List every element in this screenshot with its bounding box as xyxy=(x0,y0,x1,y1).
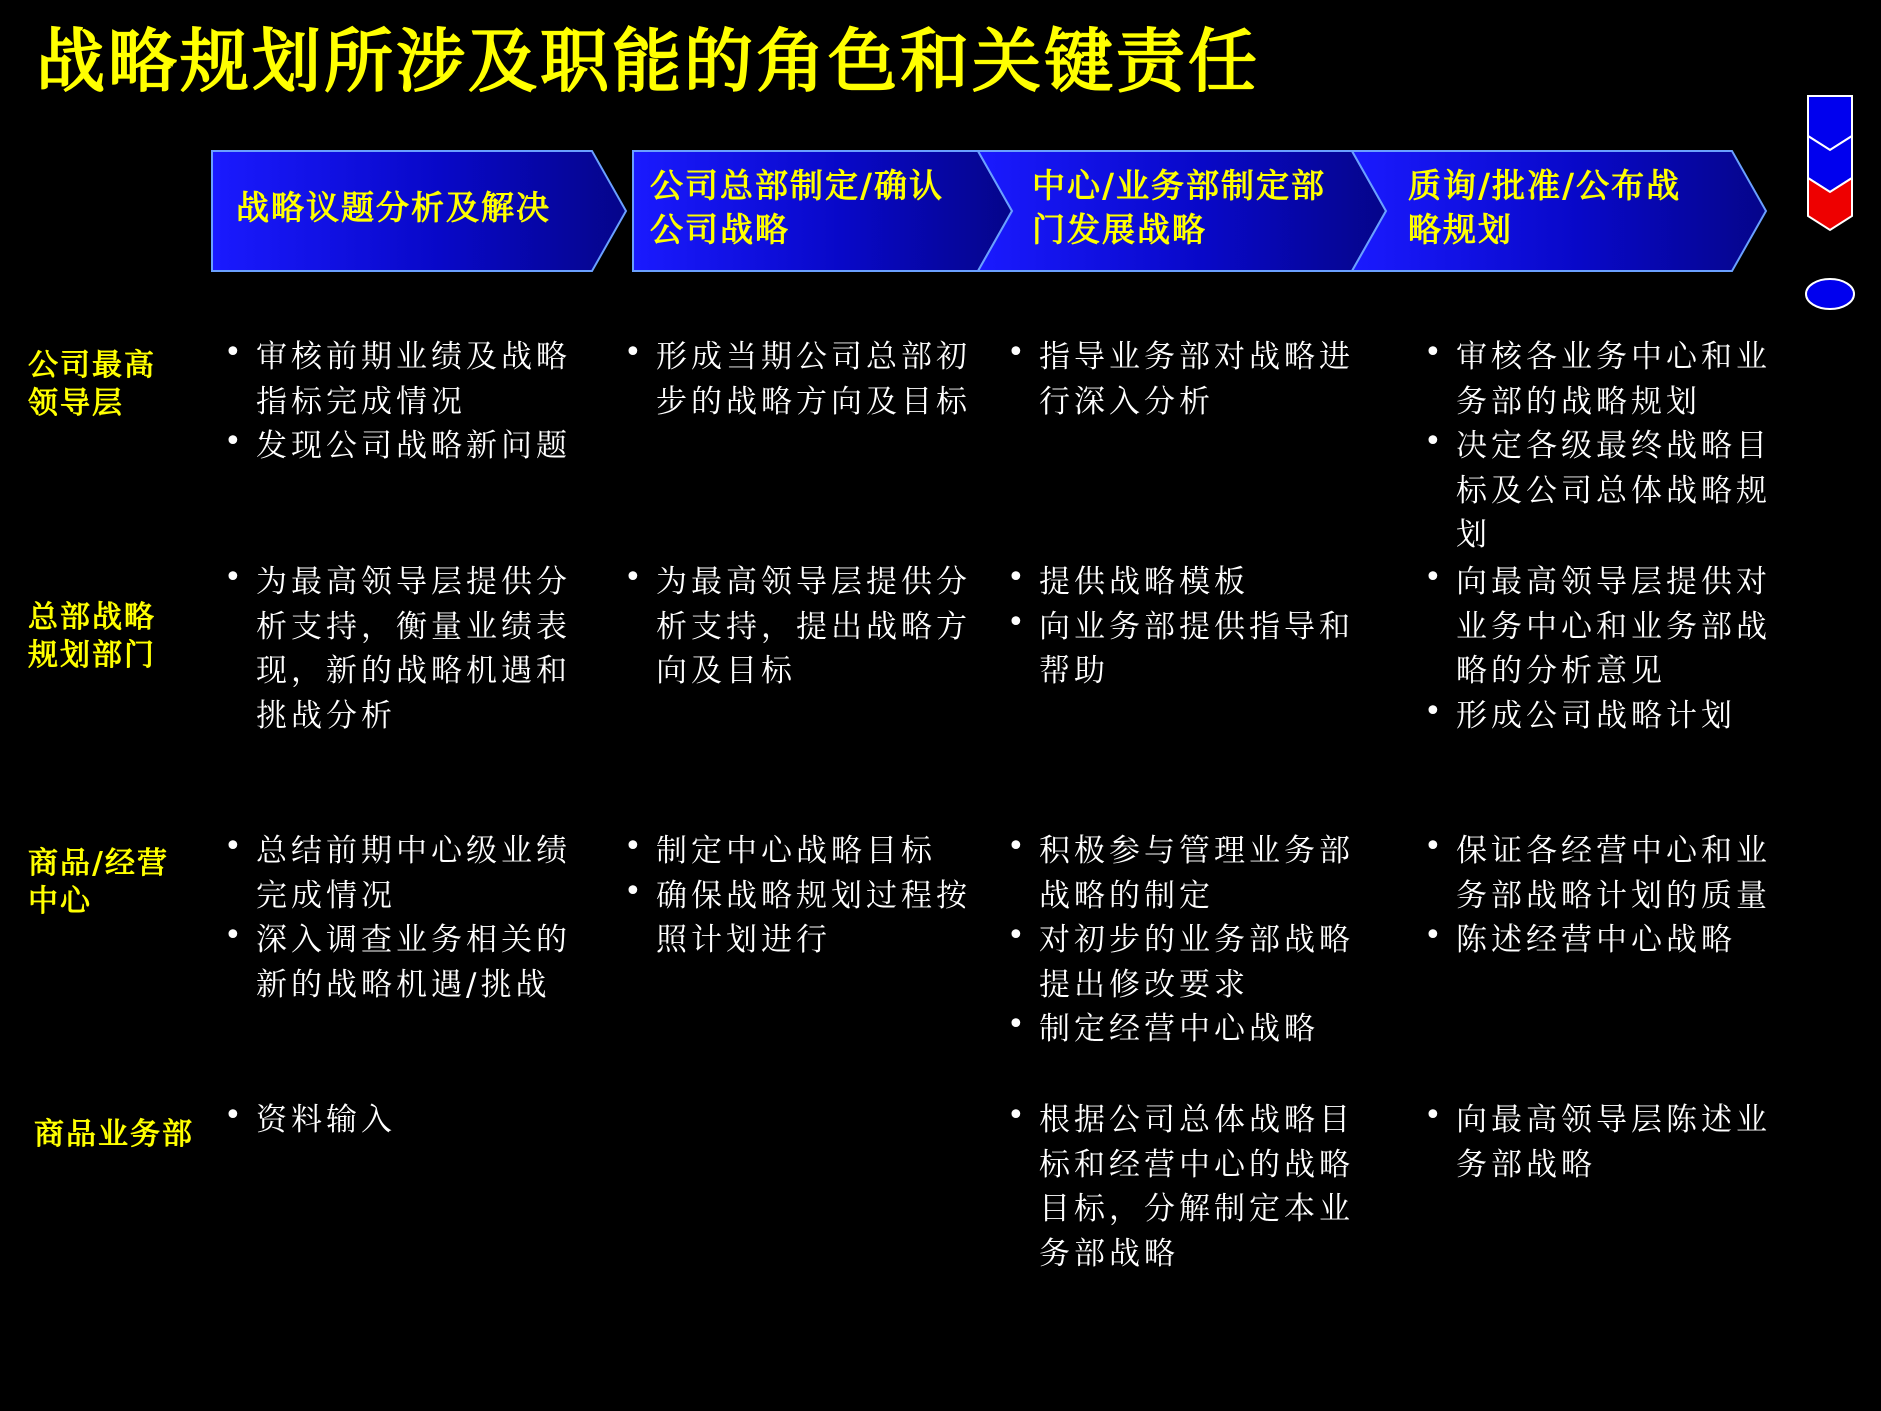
role-hq-strategy-dept: 总部战略规划部门 xyxy=(28,600,156,673)
list-item: • 深入调查业务相关的新的战略机遇/挑战 xyxy=(222,918,602,1007)
cell-r3-c1 xyxy=(222,829,602,1007)
list-item: • 对初步的业务部战略提出修改要求 xyxy=(1005,918,1385,1007)
list-item: • 资料输入 xyxy=(222,1098,602,1143)
stage-4-label: 质询/批准/公布战略规划 xyxy=(1408,166,1682,249)
list-item: • 提供战略模板 xyxy=(1005,560,1385,605)
list-item: • 决定各级最终战略目标及公司总体战略规划 xyxy=(1422,424,1802,558)
cell-r4-c1 xyxy=(222,1098,602,1143)
list-item: • 制定经营中心战略 xyxy=(1005,1007,1385,1052)
cell-r1-c1 xyxy=(222,335,602,469)
list-item: • 总结前期中心级业绩完成情况 xyxy=(222,829,602,918)
list-item: • 发现公司战略新问题 xyxy=(222,424,602,469)
list-item: • 向最高领导层陈述业务部战略 xyxy=(1422,1098,1802,1187)
cell-r1-c4 xyxy=(1422,335,1802,558)
stage-3-label: 中心/业务部制定部门发展战略 xyxy=(1032,166,1327,249)
list-item: • 制定中心战略目标 xyxy=(622,829,1002,874)
progress-end-oval xyxy=(1806,279,1854,309)
cell-r2-c1 xyxy=(222,560,602,738)
progress-indicator xyxy=(1802,92,1862,322)
list-item: • 保证各经营中心和业务部战略计划的质量 xyxy=(1422,829,1802,918)
list-item: • 向业务部提供指导和帮助 xyxy=(1005,605,1385,694)
list-item: • 审核前期业绩及战略指标完成情况 xyxy=(222,335,602,424)
list-item: • 形成当期公司总部初步的战略方向及目标 xyxy=(622,335,1002,424)
cell-r1-c2 xyxy=(622,335,1002,424)
cell-r3-c2 xyxy=(622,829,1002,963)
list-item: • 为最高领导层提供分析支持，提出战略方向及目标 xyxy=(622,560,1002,694)
list-item: • 陈述经营中心战略 xyxy=(1422,918,1802,963)
cell-r3-c3 xyxy=(1005,829,1385,1052)
cell-r3-c4 xyxy=(1422,829,1802,963)
process-chevrons xyxy=(0,0,1881,300)
stage-2-label: 公司总部制定/确认公司战略 xyxy=(650,166,945,249)
list-item: • 积极参与管理业务部战略的制定 xyxy=(1005,829,1385,918)
list-item: • 形成公司战略计划 xyxy=(1422,694,1802,739)
cell-r1-c3 xyxy=(1005,335,1385,424)
list-item: • 向最高领导层提供对业务中心和业务部战略的分析意见 xyxy=(1422,560,1802,694)
cell-r2-c3 xyxy=(1005,560,1385,694)
list-item: • 审核各业务中心和业务部的战略规划 xyxy=(1422,335,1802,424)
cell-r2-c4 xyxy=(1422,560,1802,738)
page-title: 战略规划所涉及职能的角色和关键责任 xyxy=(36,22,1260,102)
role-merchandise-center: 商品/经营中心 xyxy=(28,846,169,919)
list-item: • 指导业务部对战略进行深入分析 xyxy=(1005,335,1385,424)
role-business-unit: 商品业务部 xyxy=(34,1117,194,1152)
list-item: • 根据公司总体战略目标和经营中心的战略目标，分解制定本业务部战略 xyxy=(1005,1098,1385,1276)
cell-r2-c2 xyxy=(622,560,1002,694)
cell-r4-c4 xyxy=(1422,1098,1802,1187)
cell-r4-c3 xyxy=(1005,1098,1385,1276)
role-top-leadership: 公司最高领导层 xyxy=(28,348,156,421)
list-item: • 确保战略规划过程按照计划进行 xyxy=(622,874,1002,963)
list-item: • 为最高领导层提供分析支持，衡量业绩表现，新的战略机遇和挑战分析 xyxy=(222,560,602,738)
stage-1-label: 战略议题分析及解决 xyxy=(236,188,551,227)
